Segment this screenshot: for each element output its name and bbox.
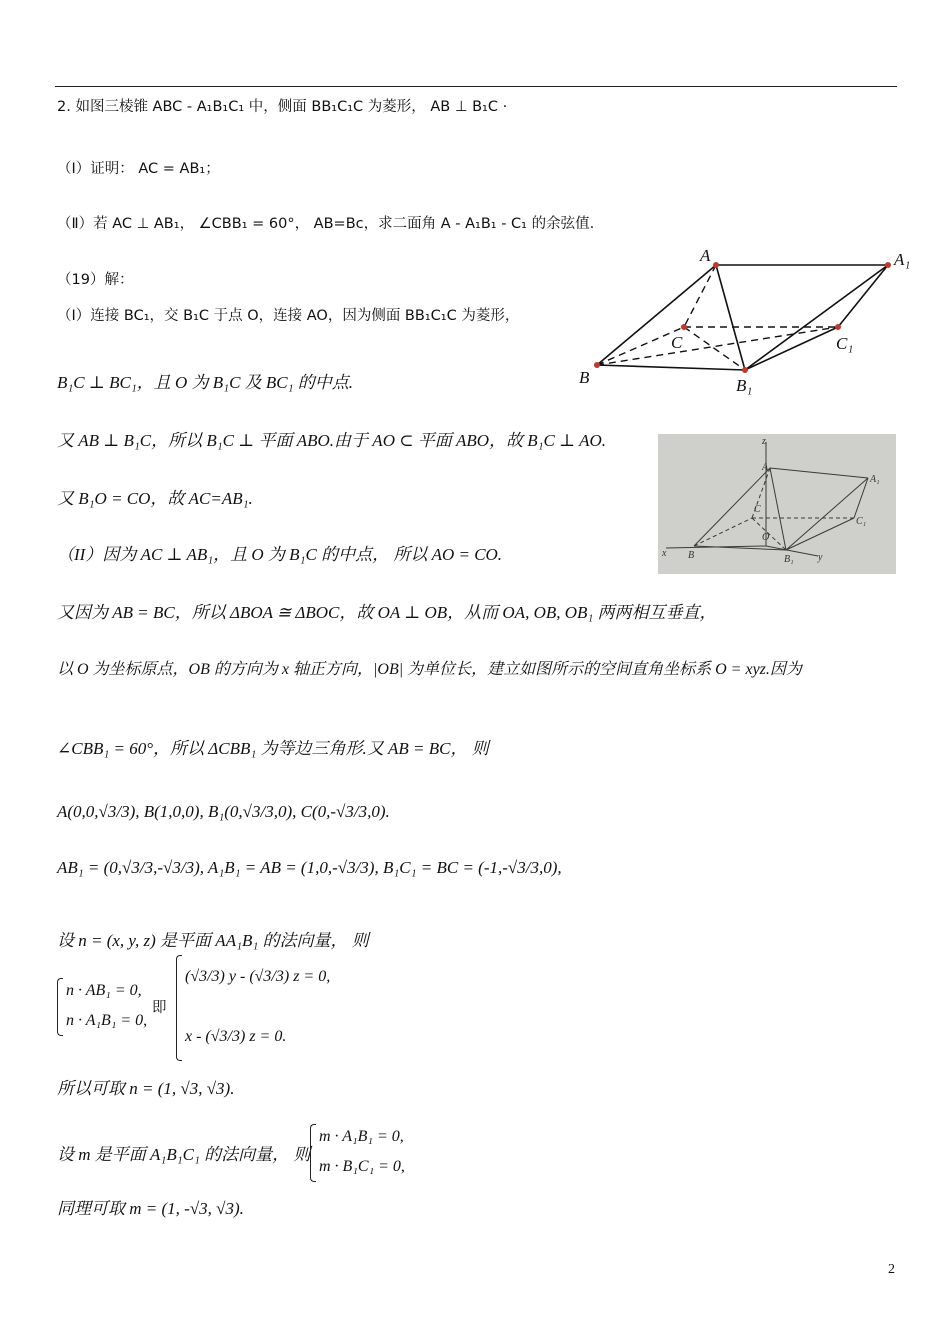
solution-heading: （19）解：	[57, 272, 134, 288]
ji-label: 即	[152, 1000, 167, 1016]
photo-label-a1: A₁	[870, 474, 880, 485]
solution-line-1: （I）连接 BC₁，交 B₁C 于点 O，连接 AO，因为侧面 BB₁C₁C 为菱形，	[57, 308, 520, 324]
photo-label-z: z	[762, 436, 766, 447]
solution-line-6: 又因为 AB = BC，所以 ΔBOA ≅ ΔBOC，故 OA ⊥ OB，从而 OA, OB, OB₁ 两两相互垂直，	[57, 603, 717, 622]
problem-part-1: （Ⅰ）证明： AC = AB₁；	[57, 161, 220, 177]
solution-line-2: B₁C ⊥ BC₁，且 O 为 B₁C 及 BC₁ 的中点.	[57, 373, 354, 392]
system-2-eq-a: (√3/3) y - (√3/3) z = 0,	[185, 968, 331, 985]
photo-label-b: B	[688, 550, 695, 561]
vertex-label-c1: C₁	[836, 334, 854, 353]
vectors-line: AB₁ = (0,√3/3,-√3/3), A₁B₁ = AB = (1,0,-√3/3), B₁C₁ = BC = (-1,-√3/3,0),	[57, 858, 562, 877]
photo-label-x: x	[662, 548, 667, 559]
normal-m-intro: 设 m 是平面 A₁B₁C₁ 的法向量， 则	[57, 1145, 311, 1164]
system-1-eq-a: n · AB₁ = 0,	[66, 982, 142, 999]
system-3-eq-b: m · B₁C₁ = 0,	[319, 1158, 405, 1175]
system-brace-1	[57, 978, 63, 1036]
coordinate-photo-drawing	[658, 434, 896, 574]
solution-line-5: （II）因为 AC ⊥ AB₁，且 O 为 B₁C 的中点， 所以 AO = CO.	[57, 545, 503, 564]
photo-label-y: y	[818, 552, 823, 563]
vertex-label-b1: B₁	[736, 376, 753, 395]
system-2-eq-b: x - (√3/3) z = 0.	[185, 1028, 287, 1045]
vertex-label-a1: A₁	[894, 250, 911, 269]
photo-label-o: O	[762, 532, 770, 543]
solution-line-7: 以 O 为坐标原点，OB 的方向为 x 轴正方向，|OB| 为单位长，建立如图所示的空间直角坐标系 O = xyz.因为	[57, 661, 802, 678]
photo-label-b1: B₁	[784, 554, 794, 565]
coordinates-line: A(0,0,√3/3), B(1,0,0), B₁(0,√3/3,0), C(0,-√3/3,0).	[57, 802, 390, 821]
vertex-label-c: C	[671, 333, 683, 352]
system-brace-3	[310, 1124, 316, 1182]
normal-n-result: 所以可取 n = (1, √3, √3).	[57, 1079, 235, 1098]
vertex-label-b: B	[579, 368, 590, 387]
photo-label-c1: C₁	[856, 516, 867, 527]
prism-figure	[570, 245, 930, 405]
solution-line-8: ∠CBB₁ = 60°，所以 ΔCBB₁ 为等边三角形.又 AB = BC， 则	[57, 739, 489, 758]
page-number: 2	[888, 1262, 895, 1277]
coordinate-photo	[658, 434, 896, 574]
photo-label-a: A	[762, 462, 769, 473]
system-brace-2	[176, 955, 182, 1061]
photo-label-c: C	[754, 504, 761, 515]
top-rule	[55, 86, 897, 87]
solution-line-4: 又 B₁O = CO，故 AC=AB₁.	[57, 489, 253, 508]
normal-m-result: 同理可取 m = (1, -√3, √3).	[57, 1199, 244, 1218]
normal-n-intro: 设 n = (x, y, z) 是平面 AA₁B₁ 的法向量， 则	[57, 931, 369, 950]
system-1-eq-b: n · A₁B₁ = 0,	[66, 1012, 148, 1029]
problem-line-1: 2. 如图三棱锥 ABC - A₁B₁C₁ 中，侧面 BB₁C₁C 为菱形， AB ⊥ B₁C ·	[57, 99, 508, 115]
problem-part-2: （Ⅱ）若 AC ⊥ AB₁， ∠CBB₁ = 60°， AB=Bc，求二面角 A - A₁B₁ - C₁ 的余弦值.	[57, 216, 595, 232]
system-3-eq-a: m · A₁B₁ = 0,	[319, 1128, 404, 1145]
vertex-label-a: A	[700, 246, 711, 265]
solution-line-3: 又 AB ⊥ B₁C，所以 B₁C ⊥ 平面 ABO.由于 AO ⊂ 平面 ABO，故 B₁C ⊥ AO.	[57, 431, 606, 450]
